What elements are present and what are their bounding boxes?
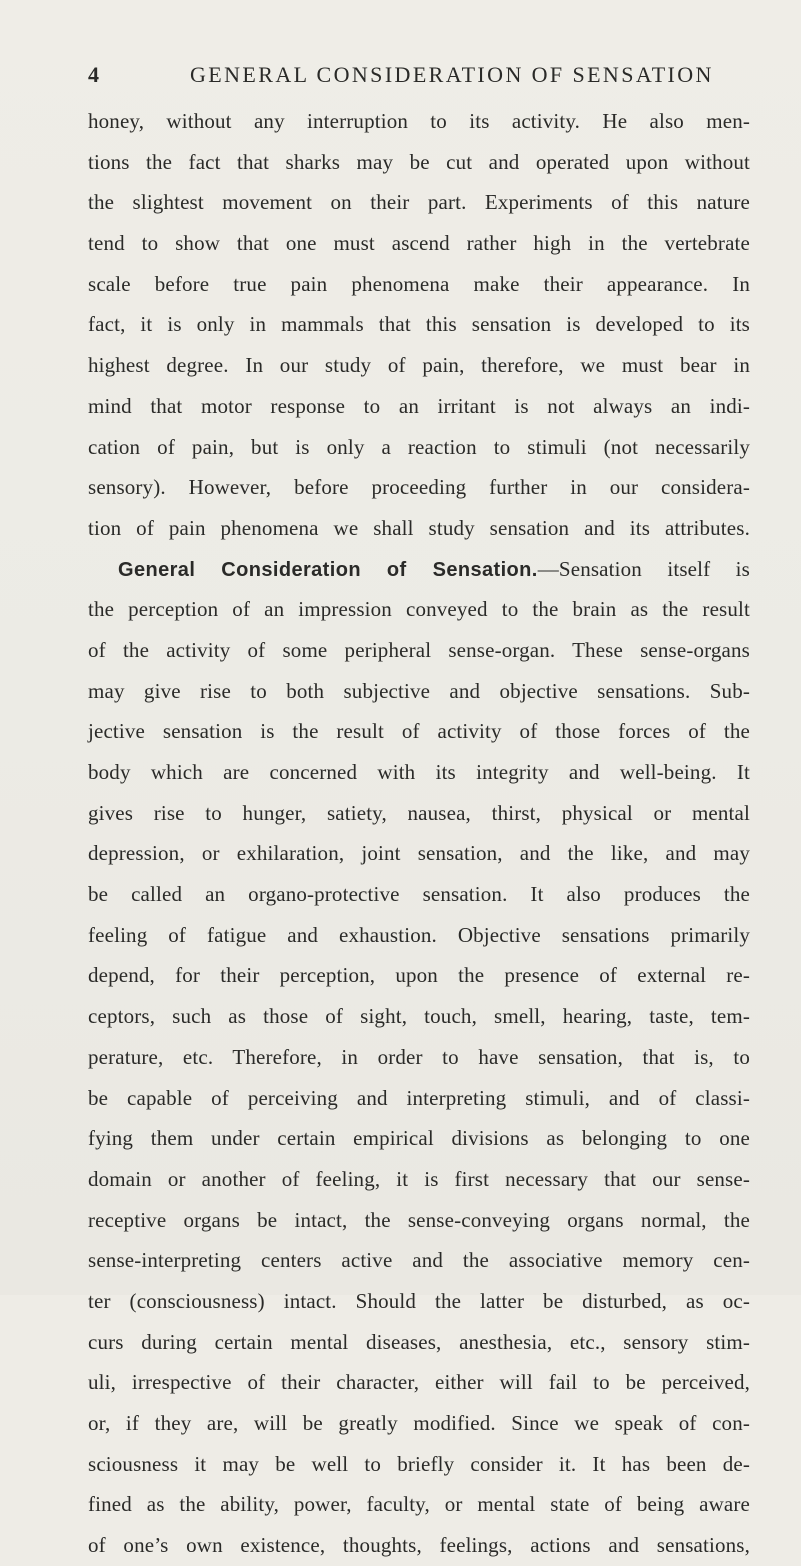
text-line: curs during certain mental diseases, anesthesia, etc., sensory stim-: [88, 1329, 750, 1354]
text-line: tion of pain phenomena we shall study sensation and its attributes.: [88, 515, 750, 540]
section-lead-text: —Sensation itself is: [537, 556, 750, 581]
text-line: uli, irrespective of their character, either will fail to be perceived,: [88, 1370, 750, 1395]
section-heading: General Consideration of Sensation.: [118, 558, 538, 581]
text-line: body which are concerned with its integrity and well-being. It: [88, 760, 750, 784]
text-line: sense-interpreting centers active and the associative memory cen-: [88, 1248, 750, 1273]
text-line: depression, or exhilaration, joint sensation, and the like, and may: [88, 841, 750, 866]
text-line: highest degree. In our study of pain, therefore, we must bear in: [88, 353, 750, 378]
text-line: sciousness it may be well to briefly consider it. It has been de-: [88, 1451, 750, 1476]
text-line: fact, it is only in mammals that this sensation is developed to its: [88, 312, 750, 337]
text-line: of one’s own existence, thoughts, feelings, actions and sensations,: [88, 1533, 750, 1558]
text-line: fying them under certain empirical divisions as belonging to one: [88, 1126, 750, 1151]
text-line: feeling of fatigue and exhaustion. Objective sensations primarily: [88, 922, 750, 947]
text-line: gives rise to hunger, satiety, nausea, thirst, physical or mental: [88, 800, 750, 825]
page-header: [88, 62, 748, 92]
text-line: the slightest movement on their part. Experiments of this nature: [88, 190, 750, 215]
text-line: depend, for their perception, upon the presence of external re-: [88, 963, 750, 988]
text-line: sensory). However, before proceeding further in our considera-: [88, 475, 750, 500]
page-number: 4: [88, 62, 99, 87]
text-line: mind that motor response to an irritant is not always an indi-: [88, 393, 750, 418]
text-line: perature, etc. Therefore, in order to have sensation, that is, to: [88, 1044, 750, 1069]
running-head: GENERAL CONSIDERATION OF SENSATION: [190, 62, 714, 87]
text-line: of the activity of some peripheral sense-organ. These sense-organs: [88, 637, 750, 662]
text-line: or, if they are, will be greatly modified. Since we speak of con-: [88, 1411, 750, 1435]
text-line: scale before true pain phenomena make their appearance. In: [88, 271, 750, 296]
text-line: domain or another of feeling, it is first necessary that our sense-: [88, 1166, 750, 1191]
text-line: ceptors, such as those of sight, touch, smell, hearing, taste, tem-: [88, 1004, 750, 1029]
body-text: [88, 101, 750, 1566]
text-line: jective sensation is the result of activity of those forces of the: [88, 719, 750, 744]
text-line: may give rise to both subjective and objective sensations. Sub-: [88, 678, 750, 703]
text-line: honey, without any interruption to its activity. He also men-: [88, 109, 750, 133]
text-line: receptive organs be intact, the sense-conveying organs normal, the: [88, 1207, 750, 1232]
text-line: be capable of perceiving and interpreting stimuli, and of classi-: [88, 1085, 750, 1110]
text-line: tions the fact that sharks may be cut and operated upon without: [88, 149, 750, 174]
text-line: cation of pain, but is only a reaction to stimuli (not necessarily: [88, 434, 750, 459]
text-line: ter (consciousness) intact. Should the latter be disturbed, as oc-: [88, 1288, 750, 1313]
text-line: be called an organo-protective sensation. It also produces the: [88, 882, 750, 907]
text-line: tend to show that one must ascend rather high in the vertebrate: [88, 231, 750, 256]
text-line: the perception of an impression conveyed to the brain as the result: [88, 597, 750, 622]
text-line: fined as the ability, power, faculty, or mental state of being aware: [88, 1492, 750, 1517]
section-heading-line: [88, 549, 750, 590]
